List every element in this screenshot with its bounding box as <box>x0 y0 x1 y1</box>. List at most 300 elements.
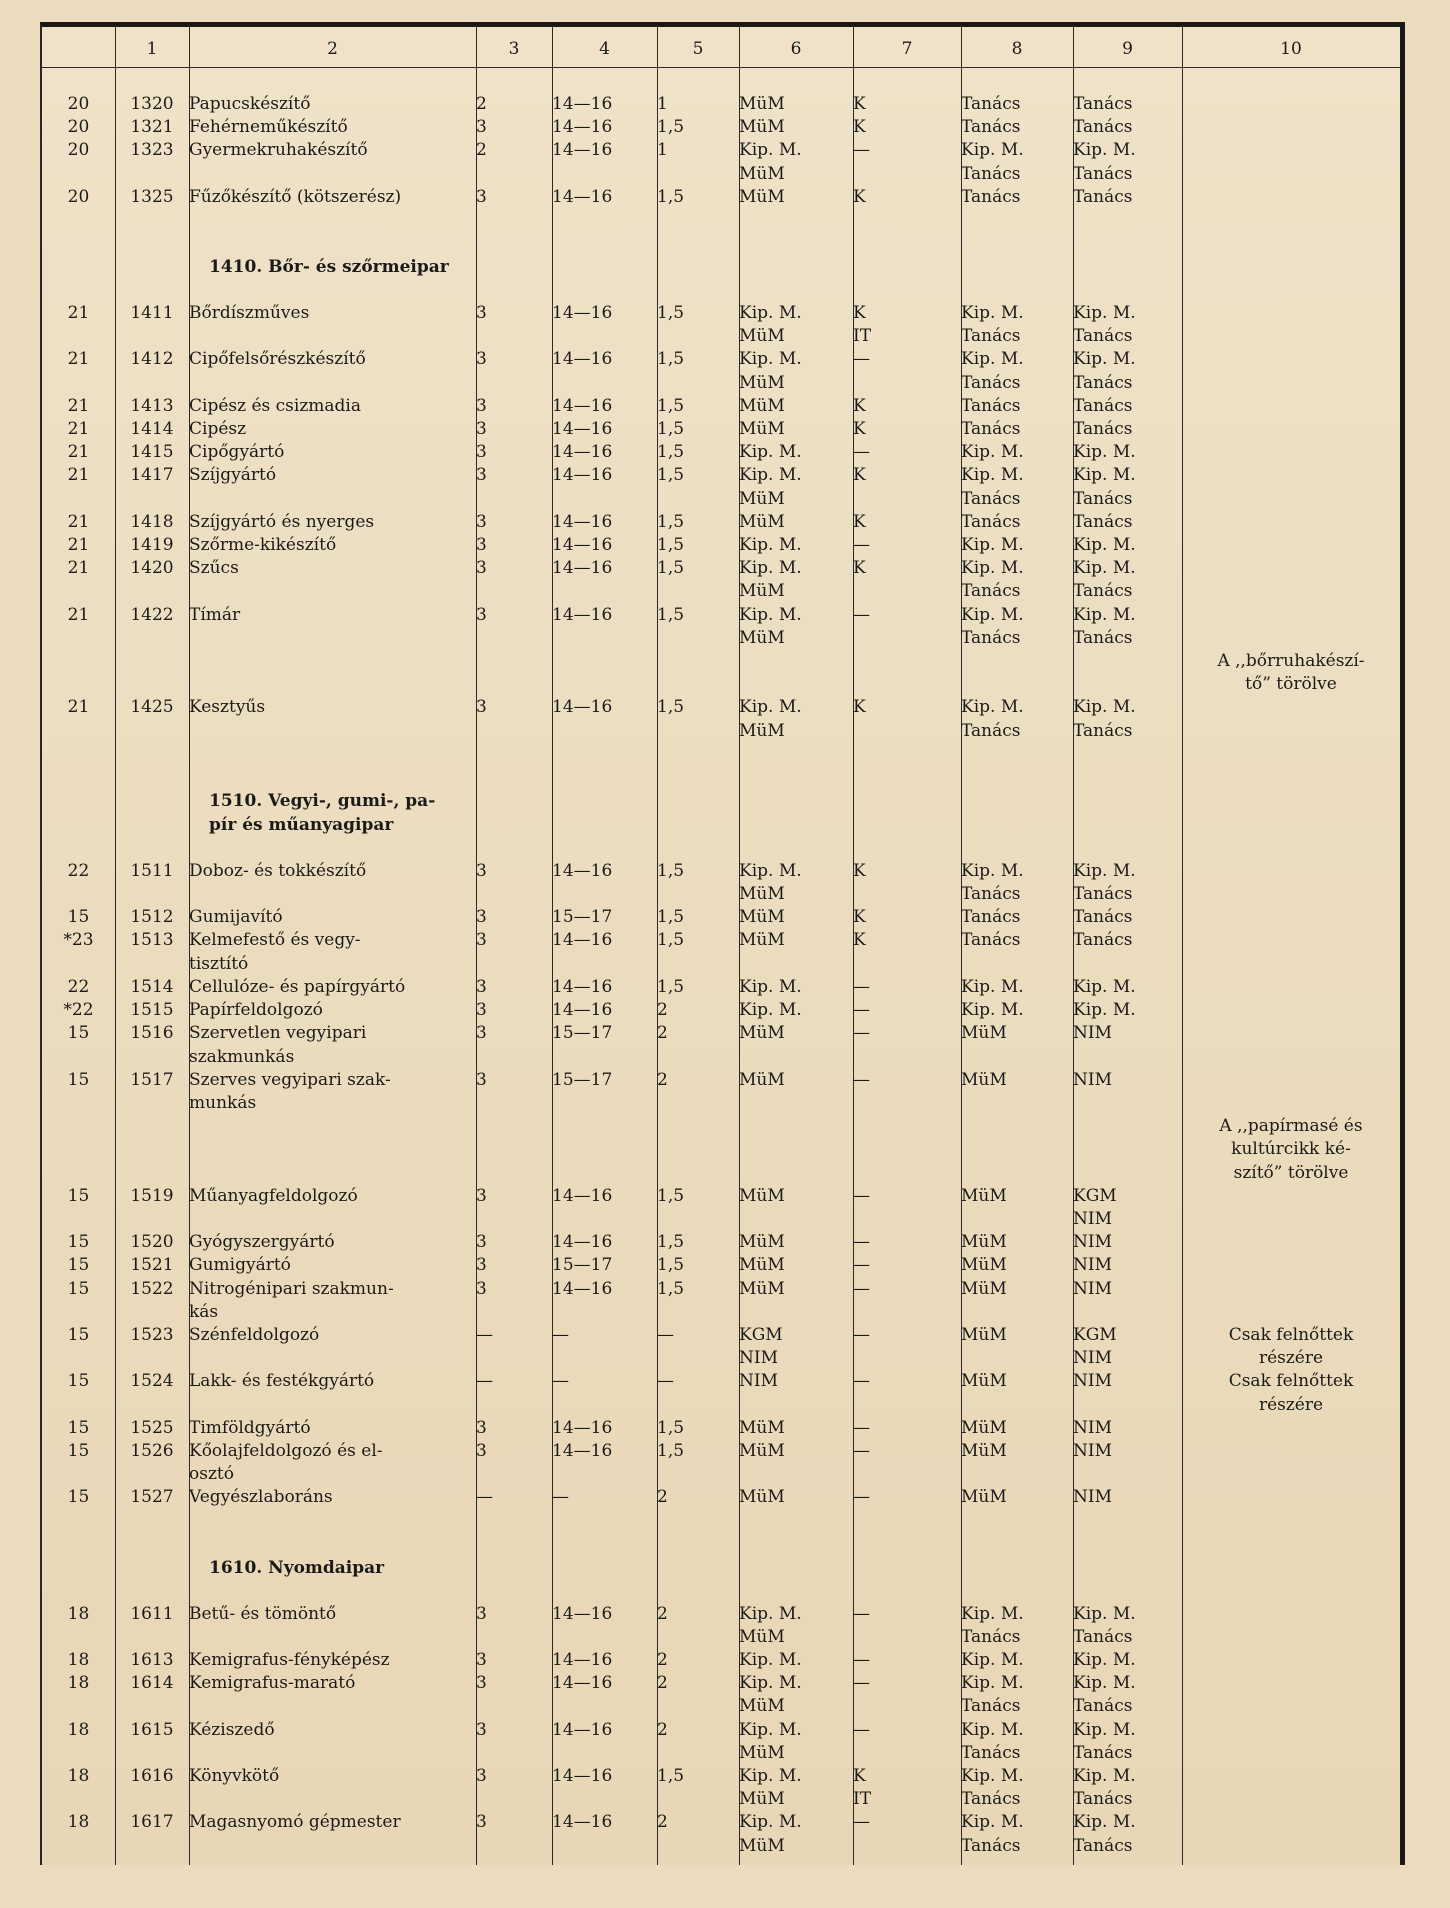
col-8-value: MüM <box>961 1069 1007 1090</box>
col-8-value: Kip. M. <box>961 976 1024 997</box>
col-4-value: 14—16 <box>552 604 613 625</box>
col-7-value: — <box>853 1232 870 1253</box>
col-3-value: 3 <box>476 930 487 951</box>
occupation-name: Timföldgyártó <box>189 1417 311 1438</box>
col-6-value: Kip. M. MüM <box>739 1719 802 1763</box>
col-10-note <box>1182 418 1400 441</box>
group-code: 20 <box>67 94 90 114</box>
col-6-value: MüM <box>739 1417 785 1438</box>
col-7-value: — <box>853 1603 870 1624</box>
col-3-value: 3 <box>476 511 487 532</box>
col-9-value: Kip. M. Tanács <box>1073 1673 1136 1717</box>
col-6-value: Kip. M. <box>739 1649 802 1670</box>
col-6-value: Kip. M. MüM <box>739 465 802 509</box>
section-heading-row <box>42 789 1400 837</box>
col-8-value: Tanács <box>961 186 1021 207</box>
table-row <box>42 929 1400 975</box>
col-3-value: 3 <box>476 186 487 207</box>
group-code: 21 <box>67 349 90 370</box>
table-row <box>42 186 1400 209</box>
table-row <box>42 534 1400 557</box>
occupation-name: Cipész <box>189 419 247 440</box>
col-7-value: — <box>853 1069 870 1090</box>
col-9-value: Kip. M. Tanács <box>1073 1603 1136 1647</box>
table-row <box>42 1811 1400 1857</box>
col-7-value: K <box>853 558 866 579</box>
occupation-code: 1519 <box>130 1185 174 1206</box>
col-7-value: — <box>853 535 870 556</box>
col-6-value: Kip. M. MüM <box>739 1765 802 1810</box>
header-underline <box>42 67 1400 68</box>
col-8-value: Tanács <box>961 511 1021 532</box>
occupation-name: Cipész és csizmadia <box>189 395 362 416</box>
occupation-name: Cellulóze- és papírgyártó <box>189 976 406 997</box>
occupation-code: 1616 <box>130 1765 174 1786</box>
occupation-code: 1617 <box>130 1812 174 1833</box>
col-5-value: — <box>657 1324 674 1345</box>
col-3-value: 3 <box>476 465 487 486</box>
table-row <box>42 557 1400 603</box>
occupation-code <box>115 1115 189 1185</box>
occupation-name <box>189 1115 476 1185</box>
col-5-value: — <box>657 1371 674 1392</box>
col-4-value: 14—16 <box>552 465 613 486</box>
group-code: 21 <box>67 303 90 324</box>
col-3-value: 3 <box>476 442 487 463</box>
group-code: 20 <box>67 117 90 138</box>
col-10-note <box>1182 696 1400 742</box>
col-3-value: 3 <box>476 1417 487 1438</box>
col-5-value: 1,5 <box>657 697 685 718</box>
col-10-note <box>1182 1069 1400 1115</box>
occupation-name: Szervetlen vegyipari szakmunkás <box>189 1023 367 1067</box>
col-8-value: MüM <box>961 1255 1007 1276</box>
col-3-value <box>476 650 552 696</box>
col-4-value: 14—16 <box>552 1000 613 1021</box>
col-10-note <box>1182 604 1400 650</box>
occupation-name: Könyvkötő <box>189 1765 280 1786</box>
group-code <box>42 650 115 696</box>
table-row <box>42 1672 1400 1718</box>
group-code: 15 <box>67 1185 90 1206</box>
col-7-value: — <box>853 1278 870 1299</box>
header-col-3: 3 <box>508 39 520 59</box>
col-4-value <box>552 650 657 696</box>
group-code: 22 <box>67 860 90 881</box>
col-4-value: 14—16 <box>552 1603 613 1624</box>
col-8-value: MüM <box>961 1278 1007 1299</box>
col-3-value: 3 <box>476 1255 487 1276</box>
occupation-code <box>115 650 189 696</box>
group-code: 18 <box>67 1765 90 1786</box>
col-6-value <box>739 650 853 696</box>
group-code: 15 <box>67 1255 90 1276</box>
occupation-code: 1425 <box>130 697 174 718</box>
col-5-value: 1 <box>657 140 668 161</box>
group-code: 15 <box>67 1371 90 1392</box>
group-code: 18 <box>67 1603 90 1624</box>
group-code <box>42 1115 115 1185</box>
col-3-value: 3 <box>476 558 487 579</box>
table-row <box>42 1278 1400 1324</box>
col-10-note <box>1182 1486 1400 1509</box>
col-5-value: 2 <box>657 1649 668 1670</box>
occupation-name: Magasnyomó gépmester <box>189 1812 401 1833</box>
col-8-value: Kip. M. Tanács <box>961 303 1024 347</box>
group-code: 15 <box>67 1440 90 1461</box>
col-6-value: Kip. M. MüM <box>739 1603 802 1647</box>
col-7-value: K <box>853 186 866 207</box>
col-6-value: Kip. M. <box>739 535 802 556</box>
col-4-value: 14—16 <box>552 1765 613 1786</box>
occupation-code: 1614 <box>130 1673 174 1694</box>
col-6-value: MüM <box>739 1023 785 1044</box>
col-9-value: NIM <box>1073 1487 1112 1508</box>
col-5-value: 2 <box>657 1023 668 1044</box>
group-code: 21 <box>67 419 90 440</box>
table-row <box>42 1115 1400 1185</box>
col-9-value: Tanács <box>1073 94 1133 114</box>
col-7-value: — <box>853 1371 870 1392</box>
col-4-value <box>552 1115 657 1185</box>
occupation-name: Szénfeldolgozó <box>189 1324 320 1345</box>
col-6-value: MüM <box>739 511 785 532</box>
header-col-9: 9 <box>1122 39 1133 59</box>
table-row <box>42 604 1400 650</box>
col-6-value: MüM <box>739 1232 785 1253</box>
col-9-value: Kip. M. <box>1073 1000 1136 1021</box>
col-7-value: K <box>853 94 866 114</box>
col-5-value: 1,5 <box>657 860 685 881</box>
table-row <box>42 1649 1400 1672</box>
table-row <box>42 1022 1400 1068</box>
col-8-value: Kip. M. Tanács <box>961 697 1024 741</box>
col-9-value: Tanács <box>1073 930 1133 951</box>
col-5-value: 2 <box>657 1812 668 1833</box>
group-code: 15 <box>67 1232 90 1253</box>
col-9-value: NIM <box>1073 1023 1112 1044</box>
col-6-value: MüM <box>739 1440 785 1461</box>
col-4-value: 14—16 <box>552 1649 613 1670</box>
occupation-name <box>189 650 476 696</box>
occupation-code: 1520 <box>130 1232 174 1253</box>
col-8-value: Tanács <box>961 117 1021 138</box>
col-7-value: K <box>853 117 866 138</box>
col-4-value: 14—16 <box>552 117 613 138</box>
col-6-value: MüM <box>739 1278 785 1299</box>
group-code: 15 <box>67 1278 90 1299</box>
col-8-value: Kip. M. Tanács <box>961 1603 1024 1647</box>
group-code: 15 <box>67 1069 90 1090</box>
col-8-value: Kip. M. <box>961 1649 1024 1670</box>
col-10-note <box>1182 511 1400 534</box>
col-7-value: — <box>853 1440 870 1461</box>
col-7-value: — <box>853 1649 870 1670</box>
col-6-value: Kip. M. <box>739 442 802 463</box>
occupation-name: Műanyagfeldolgozó <box>189 1185 358 1206</box>
col-9-value: Kip. M. Tanács <box>1073 860 1136 905</box>
occupation-code: 1413 <box>130 395 174 416</box>
header-col-6: 6 <box>790 39 802 59</box>
col-7-value: — <box>853 1487 870 1508</box>
table-row <box>42 906 1400 929</box>
col-4-value: 14—16 <box>552 395 613 416</box>
col-7-value: K <box>853 907 866 928</box>
col-3-value: 3 <box>476 1765 487 1786</box>
col-9-value: Tanács <box>1073 117 1133 138</box>
col-8-value: Kip. M. Tanács <box>961 1765 1024 1810</box>
col-10-note <box>1182 1254 1400 1277</box>
col-8-value: Tanács <box>961 419 1021 440</box>
group-code: 15 <box>67 1324 90 1345</box>
col-5-value: 2 <box>657 1000 668 1021</box>
occupation-code: 1615 <box>130 1719 174 1740</box>
spacer-row <box>42 279 1400 302</box>
section-heading-row <box>42 1556 1400 1580</box>
col-10-note <box>1182 1719 1400 1765</box>
col-4-value: 14—16 <box>552 1812 613 1833</box>
col-4-value: 14—16 <box>552 1232 613 1253</box>
col-5-value: 1,5 <box>657 1417 685 1438</box>
col-8-value: Tanács <box>961 395 1021 416</box>
col-6-value: MüM <box>739 117 785 138</box>
col-4-value: 14—16 <box>552 1673 613 1694</box>
group-code: 20 <box>67 186 90 207</box>
col-7-value: — <box>853 1673 870 1694</box>
col-9-value: NIM <box>1073 1278 1112 1299</box>
col-10-note <box>1182 976 1400 999</box>
document-sheet <box>40 22 1405 1865</box>
col-5-value: 1,5 <box>657 1765 685 1786</box>
col-4-value: 14—16 <box>552 140 613 161</box>
col-7-value: — <box>853 140 870 161</box>
col-4-value: — <box>552 1324 569 1345</box>
col-3-value: 3 <box>476 303 487 324</box>
col-3-value: 3 <box>476 1440 487 1461</box>
table-row <box>42 1231 1400 1254</box>
occupation-name: Bőrdíszműves <box>189 303 310 324</box>
occupation-name: Kemigrafus-fényképész <box>189 1649 390 1670</box>
col-6-value: MüM <box>739 186 785 207</box>
col-10-note <box>1182 1811 1400 1857</box>
col-7-value: — <box>853 1812 870 1833</box>
table-row <box>42 1324 1400 1370</box>
col-4-value: 14—16 <box>552 1278 613 1299</box>
col-9-value: Kip. M. <box>1073 535 1136 556</box>
occupation-name: Fehérneműkészítő <box>189 117 348 138</box>
table-row <box>42 302 1400 348</box>
occupation-name: Kesztyűs <box>189 697 266 718</box>
col-4-value: 15—17 <box>552 907 613 928</box>
occupation-code: 1415 <box>130 442 174 463</box>
table-row <box>42 976 1400 999</box>
spacer-row <box>42 1580 1400 1603</box>
group-code: 21 <box>67 535 90 556</box>
col-7-value: K IT <box>853 1765 872 1810</box>
col-10-note <box>1182 1278 1400 1324</box>
col-3-value: 3 <box>476 1069 487 1090</box>
col-10-note: Csak felnőttek részére <box>1228 1324 1354 1369</box>
col-6-value: Kip. M. MüM <box>739 604 802 648</box>
col-10-note <box>1182 534 1400 557</box>
group-code: 21 <box>67 558 90 579</box>
col-4-value: 14—16 <box>552 419 613 440</box>
col-9-value: NIM <box>1073 1232 1112 1253</box>
occupation-name: Lakk- és festékgyártó <box>189 1371 375 1392</box>
group-code: 21 <box>67 511 90 532</box>
occupation-name: Papucskészítő <box>189 94 311 114</box>
col-6-value: Kip. M. MüM <box>739 1812 802 1856</box>
col-8-value: Tanács <box>961 930 1021 951</box>
col-6-value: Kip. M. MüM <box>739 140 802 184</box>
table-row <box>42 1719 1400 1765</box>
occupation-code: 1611 <box>130 1603 174 1624</box>
occupation-code: 1515 <box>130 1000 174 1021</box>
col-10-note <box>1182 116 1400 139</box>
col-7-value: — <box>853 976 870 997</box>
col-4-value: 14—16 <box>552 94 613 114</box>
table-row <box>42 511 1400 534</box>
table-row <box>42 696 1400 742</box>
col-7-value: K <box>853 511 866 532</box>
col-3-value <box>476 1115 552 1185</box>
table-row <box>42 1370 1400 1416</box>
col-8-value: Kip. M. Tanács <box>961 1673 1024 1717</box>
col-5-value: 1,5 <box>657 1232 685 1253</box>
col-4-value: 14—16 <box>552 1185 613 1206</box>
col-5-value: 2 <box>657 1603 668 1624</box>
col-6-value: Kip. M. MüM <box>739 303 802 347</box>
col-9-value: NIM <box>1073 1069 1112 1090</box>
col-8-value: MüM <box>961 1324 1007 1345</box>
occupation-name: Szűcs <box>189 558 239 579</box>
col-7-value: — <box>853 1000 870 1021</box>
occupation-name: Szerves vegyipari szak- munkás <box>189 1069 391 1113</box>
col-3-value: 3 <box>476 907 487 928</box>
occupation-code: 1517 <box>130 1069 174 1090</box>
col-5-value: 1,5 <box>657 419 685 440</box>
group-code: 15 <box>67 907 90 928</box>
table-row <box>42 139 1400 185</box>
col-4-value: 15—17 <box>552 1023 613 1044</box>
table-row <box>42 999 1400 1022</box>
col-8-value: Kip. M. Tanács <box>961 1812 1024 1856</box>
table-row <box>42 1603 1400 1649</box>
col-5-value: 2 <box>657 1487 668 1508</box>
spacer-row <box>42 837 1400 860</box>
col-9-value: Kip. M. Tanács <box>1073 465 1136 509</box>
col-3-value: 3 <box>476 1278 487 1299</box>
header-col-8: 8 <box>1011 39 1023 59</box>
col-5-value: 1,5 <box>657 930 685 951</box>
col-7-value: K <box>853 860 866 881</box>
table-row <box>42 93 1400 116</box>
col-6-value: Kip. M. MüM <box>739 558 802 602</box>
occupation-name: Gyermekruhakészítő <box>189 140 368 161</box>
col-7-value: K <box>853 930 866 951</box>
col-5-value <box>657 1115 739 1185</box>
table-row <box>42 1765 1400 1811</box>
table-row <box>42 441 1400 464</box>
occupation-code: 1511 <box>130 860 174 881</box>
col-10-note <box>1182 1672 1400 1718</box>
col-8-value: Kip. M. Tanács <box>961 1719 1024 1763</box>
occupation-code: 1613 <box>130 1649 174 1670</box>
col-8-value: MüM <box>961 1440 1007 1461</box>
col-7-value: K <box>853 465 866 486</box>
occupation-name: Fűzőkészítő (kötszerész) <box>189 186 402 207</box>
col-10-note <box>1182 1417 1400 1440</box>
occupation-name: Kőolajfeldolgozó és el- osztó <box>189 1440 383 1485</box>
col-10-note <box>1182 302 1400 348</box>
col-3-value: 3 <box>476 1649 487 1670</box>
col-7-value: — <box>853 1023 870 1044</box>
col-7-value: — <box>853 349 870 370</box>
table-body <box>42 93 1400 1858</box>
col-10-note <box>1182 1022 1400 1068</box>
header-col-10: 10 <box>1280 39 1302 59</box>
occupation-code: 1420 <box>130 558 174 579</box>
col-8-value: Kip. M. <box>961 1000 1024 1021</box>
col-9-value: Kip. M. <box>1073 1649 1136 1670</box>
col-6-value: Kip. M. <box>739 1000 802 1021</box>
col-5-value: 2 <box>657 1069 668 1090</box>
col-7-value: — <box>853 1185 870 1206</box>
group-code: 21 <box>67 604 90 625</box>
table-row <box>42 464 1400 510</box>
occupation-code: 1522 <box>130 1278 174 1299</box>
col-3-value: 3 <box>476 349 487 370</box>
col-5-value: 1,5 <box>657 511 685 532</box>
col-6-value: MüM <box>739 419 785 440</box>
occupation-code: 1526 <box>130 1440 174 1461</box>
col-9-value: Kip. M. Tanács <box>1073 558 1136 602</box>
group-code: 18 <box>67 1649 90 1670</box>
col-5-value: 1,5 <box>657 303 685 324</box>
occupation-name: Nitrogénipari szakmun- kás <box>189 1278 394 1322</box>
col-4-value: — <box>552 1371 569 1392</box>
col-9-value: Kip. M. Tanács <box>1073 349 1136 393</box>
col-9-value: NIM <box>1073 1255 1112 1276</box>
occupation-code: 1524 <box>130 1371 174 1392</box>
col-6-value: MüM <box>739 930 785 951</box>
col-9-value: Kip. M. Tanács <box>1073 303 1136 347</box>
col-10-note <box>1182 1185 1400 1231</box>
occupation-name: Szőrme-kikészítő <box>189 535 337 556</box>
header-col-4: 4 <box>599 39 610 59</box>
occupation-name: Vegyészlaboráns <box>189 1487 333 1508</box>
col-4-value: 14—16 <box>552 303 613 324</box>
table-row <box>42 116 1400 139</box>
table-row <box>42 1069 1400 1115</box>
col-8-value: Tanács <box>961 907 1021 928</box>
col-5-value: 2 <box>657 1719 668 1740</box>
group-code: 18 <box>67 1812 90 1833</box>
col-3-value: 3 <box>476 1719 487 1740</box>
table-row <box>42 1440 1400 1486</box>
col-9-value: Kip. M. Tanács <box>1073 140 1136 184</box>
col-10-note <box>1182 464 1400 510</box>
col-7-value: K <box>853 419 866 440</box>
col-10-note <box>1182 557 1400 603</box>
group-code: 15 <box>67 1417 90 1438</box>
group-code: 20 <box>67 140 90 161</box>
col-4-value: 14—16 <box>552 349 613 370</box>
col-3-value: 2 <box>476 94 487 114</box>
col-7-value <box>853 650 961 696</box>
col-9-value: Kip. M. Tanács <box>1073 697 1136 741</box>
col-6-value <box>739 1115 853 1185</box>
